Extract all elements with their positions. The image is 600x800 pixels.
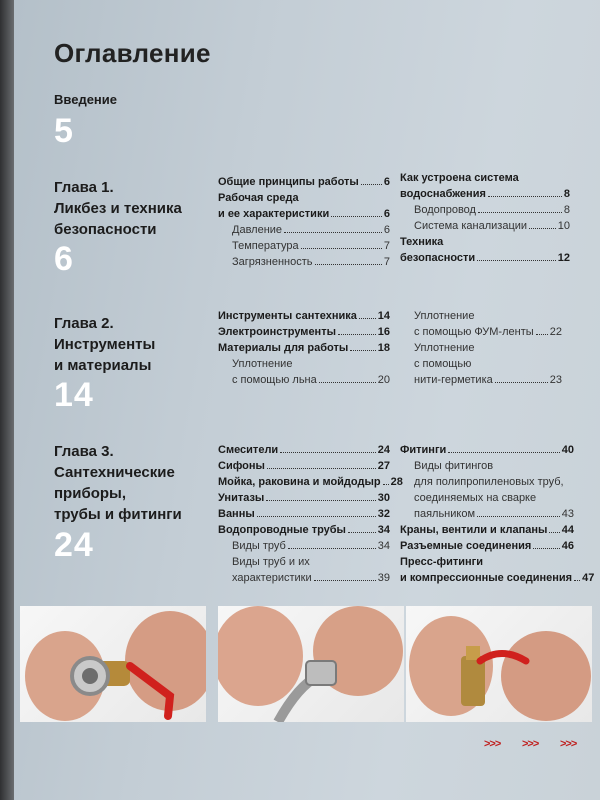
toc-leader-dots (288, 548, 376, 549)
toc-entry-text: Сифоны (218, 460, 265, 472)
toc-page-number: 46 (561, 540, 574, 552)
toc-leader-dots (338, 334, 376, 335)
toc-page-number: 8 (563, 204, 570, 216)
toc-page-number: 30 (377, 492, 390, 504)
toc-entry-text: Инструменты сантехника (218, 310, 357, 322)
toc-entry (218, 442, 390, 458)
toc-page-number: 6 (383, 176, 390, 188)
toc-page-number: 43 (561, 508, 574, 520)
toc-entry-text: Ванны (218, 508, 255, 520)
toc-leader-dots (383, 484, 389, 485)
toc-leader-dots (257, 516, 376, 517)
toc-leader-dots (359, 318, 376, 319)
chapter-3-toc-col2 (400, 442, 595, 586)
toc-page-number: 24 (377, 444, 390, 456)
toc-entry (218, 254, 390, 270)
chapter-2-toc-col1 (218, 308, 390, 388)
toc-entry-line: для полипропиленовых труб, (414, 476, 564, 488)
toc-entry-line: с помощью (414, 358, 472, 370)
toc-entry-text: безопасности (400, 252, 476, 264)
toc-leader-dots (529, 228, 556, 229)
nav-arrow-1: >>> (484, 738, 501, 750)
toc-leader-dots (284, 232, 382, 233)
toc-page-number: 8 (563, 188, 570, 200)
toc-entry (218, 222, 390, 238)
toc-entry (400, 202, 570, 218)
toc-page-number: 23 (549, 374, 562, 386)
toc-entry-text: характеристики (232, 572, 312, 584)
toc-entry-line: Уплотнение (414, 310, 475, 322)
chapter-2-page-number: 14 (54, 376, 94, 414)
intro-title: Введение (54, 92, 117, 107)
chapter-3-toc-col1 (218, 442, 403, 586)
chapter-1-toc-col1 (218, 174, 390, 270)
toc-entry (400, 538, 574, 554)
toc-entry-text: Материалы для работы (218, 342, 349, 354)
toc-entry-line: Пресс-фитинги (400, 556, 484, 568)
toc-entry-line: Рабочая среда (218, 192, 299, 204)
toc-page-number: 20 (377, 374, 390, 386)
chapter-2-toc-col2 (400, 308, 562, 388)
nav-arrow-3: >>> (560, 738, 577, 750)
toc-entry-text: Разъемные соединения (400, 540, 532, 552)
toc-leader-dots (280, 452, 376, 453)
chapter-1-toc-col2 (400, 170, 570, 266)
toc-entry-line: Уплотнение (232, 358, 293, 370)
toc-entry-line: Виды труб и их (232, 556, 310, 568)
chapter-3-title: Глава 3. Сантехнические приборы, трубы и фитинги (54, 443, 182, 523)
toc-entry (400, 324, 562, 340)
toc-entry (400, 506, 574, 522)
toc-entry (218, 458, 390, 474)
toc-entry (400, 372, 562, 388)
toc-leader-dots (574, 580, 580, 581)
toc-page-number: 40 (561, 444, 574, 456)
toc-entry-text: Общие принципы работы (218, 176, 359, 188)
toc-page-number: 22 (549, 326, 562, 338)
toc-leader-dots (266, 500, 375, 501)
toc-leader-dots (495, 382, 548, 383)
toc-page-number: 44 (561, 524, 574, 536)
toc-page-number: 6 (383, 208, 390, 220)
toc-entry-text: Фитинги (400, 444, 447, 456)
toc-entry-text: нити-герметика (414, 374, 493, 386)
toc-page (14, 0, 600, 800)
toc-entry-text: Водопровод (414, 204, 476, 216)
photo-hands-hose-fitting (218, 606, 404, 722)
toc-entry (218, 490, 390, 506)
toc-entry (218, 506, 390, 522)
nav-arrow-2: >>> (522, 738, 539, 750)
toc-entry-text: Виды труб (232, 540, 286, 552)
toc-page-number: 39 (377, 572, 390, 584)
toc-entry (218, 340, 390, 356)
toc-entry (400, 442, 574, 458)
toc-entry-line: Техника (400, 236, 444, 248)
toc-entry (218, 174, 390, 190)
toc-leader-dots (536, 334, 548, 335)
toc-leader-dots (301, 248, 382, 249)
toc-leader-dots (477, 260, 556, 261)
toc-entry-text: водоснабжения (400, 188, 486, 200)
toc-page-number: 28 (390, 476, 403, 488)
toc-page-number: 12 (557, 252, 570, 264)
toc-entry-text: и компрессионные соединения (400, 572, 573, 584)
toc-entry (400, 570, 595, 586)
toc-entry-line: соединяемых на сварке (414, 492, 537, 504)
toc-entry (218, 372, 390, 388)
toc-page-number: 47 (582, 572, 595, 584)
photo-hands-brass-fitting (406, 606, 592, 722)
toc-page-number: 34 (377, 540, 390, 552)
book-spine-shadow (0, 0, 14, 800)
toc-page-number: 14 (377, 310, 390, 322)
toc-leader-dots (533, 548, 559, 549)
toc-entry (218, 474, 403, 490)
toc-page-number: 32 (377, 508, 390, 520)
chapter-1-title: Глава 1. Ликбез и техника безопасности (54, 179, 182, 238)
photo-hands-ball-valve (20, 606, 206, 722)
toc-leader-dots (350, 350, 375, 351)
toc-entry-line: Виды фитингов (414, 460, 494, 472)
toc-entry (218, 522, 390, 538)
toc-entry-text: Краны, вентили и клапаны (400, 524, 548, 536)
toc-entry-text: Температура (232, 240, 299, 252)
toc-entry-text: с помощью льна (232, 374, 317, 386)
toc-entry (400, 522, 574, 538)
toc-leader-dots (477, 516, 560, 517)
chapter-1-page-number: 6 (54, 240, 74, 278)
toc-page-number: 18 (377, 342, 390, 354)
toc-page-number: 6 (383, 224, 390, 236)
toc-page-number: 7 (383, 256, 390, 268)
toc-entry-text: Унитазы (218, 492, 265, 504)
toc-leader-dots (267, 468, 376, 469)
toc-entry-text: Система канализации (414, 220, 528, 232)
toc-entry (400, 186, 570, 202)
toc-page-number: 34 (377, 524, 390, 536)
toc-leader-dots (315, 264, 382, 265)
toc-entry-text: с помощью ФУМ-ленты (414, 326, 534, 338)
toc-page-number: 27 (377, 460, 390, 472)
toc-page-number: 16 (377, 326, 390, 338)
toc-entry-text: Водопроводные трубы (218, 524, 346, 536)
chapter-3-page-number: 24 (54, 526, 94, 564)
toc-entry-text: Мойка, раковина и мойдодыр (218, 476, 381, 488)
toc-leader-dots (478, 212, 562, 213)
toc-entry-text: и ее характеристики (218, 208, 330, 220)
toc-entry-text: Давление (232, 224, 283, 236)
toc-entry-text: Смесители (218, 444, 279, 456)
toc-entry (218, 308, 390, 324)
toc-page-number: 10 (557, 220, 570, 232)
toc-entry-line: Уплотнение (414, 342, 475, 354)
toc-leader-dots (331, 216, 382, 217)
toc-leader-dots (448, 452, 559, 453)
intro-page-number: 5 (54, 112, 74, 150)
toc-entry (400, 218, 570, 234)
toc-leader-dots (314, 580, 376, 581)
toc-leader-dots (488, 196, 562, 197)
toc-leader-dots (348, 532, 376, 533)
toc-entry-text: паяльником (414, 508, 476, 520)
toc-entry (218, 324, 390, 340)
page-title: Оглавление (54, 38, 211, 68)
toc-entry-text: Загрязненность (232, 256, 313, 268)
toc-leader-dots (361, 184, 382, 185)
toc-entry (218, 206, 390, 222)
toc-entry (400, 250, 570, 266)
toc-page-number: 7 (383, 240, 390, 252)
toc-leader-dots (549, 532, 559, 533)
toc-leader-dots (319, 382, 376, 383)
toc-entry (218, 238, 390, 254)
toc-entry-text: Электроинструменты (218, 326, 336, 338)
chapter-2-title: Глава 2. Инструменты и материалы (54, 315, 156, 374)
toc-entry-line: Как устроена система (400, 172, 519, 184)
toc-entry (218, 570, 390, 586)
toc-entry (218, 538, 390, 554)
